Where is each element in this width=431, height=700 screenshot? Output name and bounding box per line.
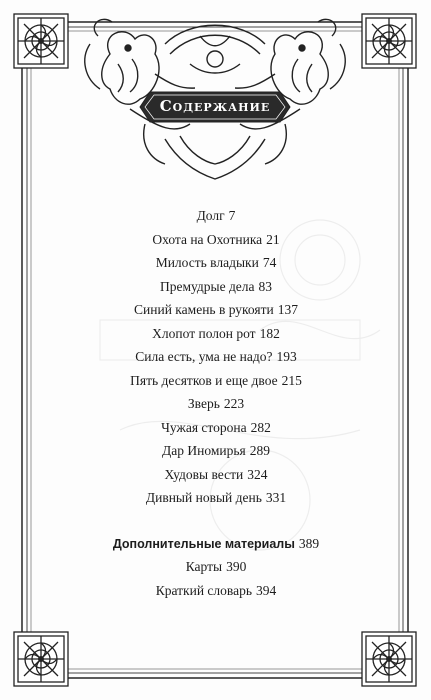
toc-entry[interactable] — [60, 228, 372, 252]
toc-page: 7 — [228, 208, 236, 223]
toc-page: 324 — [247, 466, 268, 482]
toc-page: 74 — [262, 255, 277, 270]
toc-page: 223 — [223, 396, 245, 411]
toc-title: Пять десятков и еще двое — [130, 372, 278, 388]
toc-title: Зверь — [187, 396, 220, 411]
toc-entry[interactable] — [60, 345, 372, 369]
section-spacer — [60, 510, 372, 532]
toc-entry[interactable] — [60, 579, 372, 603]
toc-entry[interactable] — [60, 463, 372, 487]
toc-page: 390 — [226, 559, 247, 574]
toc-title: Дивный новый день — [145, 490, 262, 505]
toc-page: 389 — [298, 535, 320, 551]
toc-title: Краткий словарь — [155, 582, 252, 598]
toc-title: Милость владыки — [155, 255, 259, 270]
toc-page: 83 — [258, 278, 273, 294]
toc-title: Карты — [185, 559, 223, 574]
knot-ornament-icon — [358, 10, 420, 72]
table-of-contents — [60, 204, 372, 602]
toc-page: 182 — [259, 325, 280, 341]
toc-title: Охота на Охотника — [152, 231, 263, 247]
toc-title: Худовы вести — [164, 466, 244, 482]
page-title: Содержание — [159, 97, 271, 115]
knot-ornament-icon — [10, 628, 72, 690]
toc-title: Хлопот полон рот — [152, 325, 256, 341]
toc-page: 289 — [249, 443, 270, 458]
toc-page: 193 — [276, 349, 297, 364]
toc-entry[interactable] — [60, 204, 372, 228]
toc-title: Долг — [196, 208, 225, 223]
toc-page: 137 — [277, 302, 298, 317]
toc-title: Чужая сторона — [161, 419, 247, 435]
toc-page: 394 — [256, 582, 277, 598]
toc-title: Дар Иномирья — [162, 443, 246, 458]
toc-page: 215 — [281, 372, 302, 388]
toc-entry[interactable] — [60, 251, 372, 275]
toc-page: 331 — [265, 490, 287, 505]
toc-title: Дополнительные материалы — [112, 536, 295, 551]
knot-ornament-icon — [358, 628, 420, 690]
toc-entry[interactable] — [60, 486, 372, 510]
toc-entry[interactable] — [60, 416, 372, 440]
toc-title: Сила есть, ума не надо? — [135, 349, 273, 364]
toc-entry[interactable] — [60, 275, 372, 299]
toc-title: Премудрые дела — [159, 278, 255, 294]
toc-entry[interactable] — [60, 322, 372, 346]
title-plaque — [145, 88, 285, 124]
toc-entry[interactable] — [60, 439, 372, 463]
toc-entry[interactable] — [60, 392, 372, 416]
toc-entry[interactable] — [60, 369, 372, 393]
knot-ornament-icon — [10, 10, 72, 72]
toc-title: Синий камень в рукояти — [134, 302, 274, 317]
toc-entry[interactable] — [60, 555, 372, 579]
toc-page: 21 — [266, 231, 280, 247]
toc-entry[interactable] — [60, 298, 372, 322]
toc-page: 282 — [250, 419, 271, 435]
toc-entry-extras[interactable] — [60, 532, 372, 556]
